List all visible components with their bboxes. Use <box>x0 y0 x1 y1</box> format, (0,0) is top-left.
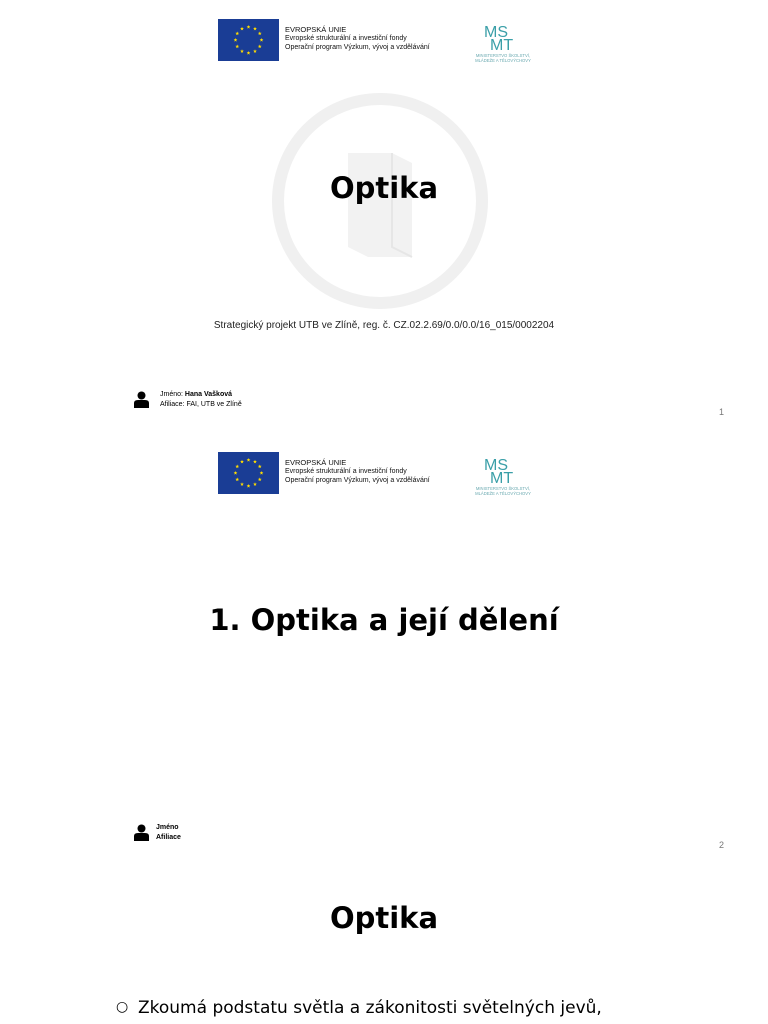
author-affil-label: Afiliace: <box>160 401 185 408</box>
svg-text:MS: MS <box>484 24 508 41</box>
svg-text:MS: MS <box>484 457 508 474</box>
author-name-label: Jméno: <box>160 391 183 398</box>
slide-1 <box>0 0 768 433</box>
eu-flag-icon <box>218 452 279 494</box>
person-icon <box>134 391 149 408</box>
msmt-line2: MLÁDEŽE A TĚLOVÝCHOVY <box>475 58 531 63</box>
eu-program: Operační program Výzkum, vývoj a vzdělávání <box>285 44 430 51</box>
msmt-logo-icon <box>464 452 542 496</box>
list-item <box>116 998 602 1018</box>
header-logos <box>218 452 548 496</box>
author-name-label: Jméno <box>156 824 179 831</box>
slide-title: 1. Optika a její dělení <box>209 603 559 637</box>
eu-funds: Evropské strukturální a investiční fondy <box>285 468 407 475</box>
msmt-line1: MINISTERSTVO ŠKOLSTVÍ, <box>475 53 531 58</box>
author-name: Hana Vašková <box>184 391 233 398</box>
eu-title: EVROPSKÁ UNIE <box>285 458 347 467</box>
svg-text:MT: MT <box>490 37 514 54</box>
eu-text <box>285 25 430 52</box>
bullet-list <box>116 998 602 1018</box>
slide-title: Optika <box>329 171 439 205</box>
eu-program: Operační program Výzkum, vývoj a vzdělávání <box>285 477 430 484</box>
msmt-line2: MLÁDEŽE A TĚLOVÝCHOVY <box>475 491 531 496</box>
author-lines <box>160 390 242 410</box>
eu-text <box>285 458 430 485</box>
bullet-text: Zkoumá podstatu světla a zákonitosti světelných jevů, <box>138 998 602 1018</box>
msmt-line1: MINISTERSTVO ŠKOLSTVÍ, <box>475 486 531 491</box>
eu-title: EVROPSKÁ UNIE <box>285 25 347 34</box>
author-affil: FAI, UTB ve Zlíně <box>186 401 242 408</box>
slide-subtitle: Strategický projekt UTB ve Zlíně, reg. č. CZ.02.2.69/0.0/0.0/16_015/0002204 <box>213 320 555 331</box>
svg-text:MT: MT <box>490 470 514 487</box>
slide-title: Optika <box>329 901 439 935</box>
slide-2 <box>0 433 768 866</box>
person-icon <box>134 824 149 841</box>
author-lines <box>156 823 181 843</box>
header-logos <box>218 19 548 63</box>
author-affil-label: Afiliace <box>156 834 181 841</box>
page-number: 2 <box>718 840 724 850</box>
eu-flag-icon <box>218 19 279 61</box>
eu-funds: Evropské strukturální a investiční fondy <box>285 35 407 42</box>
bullet-circle-icon: ○ <box>116 999 129 1015</box>
page-number: 1 <box>718 407 724 417</box>
msmt-logo-icon <box>464 19 542 63</box>
slide-3 <box>0 866 768 1024</box>
